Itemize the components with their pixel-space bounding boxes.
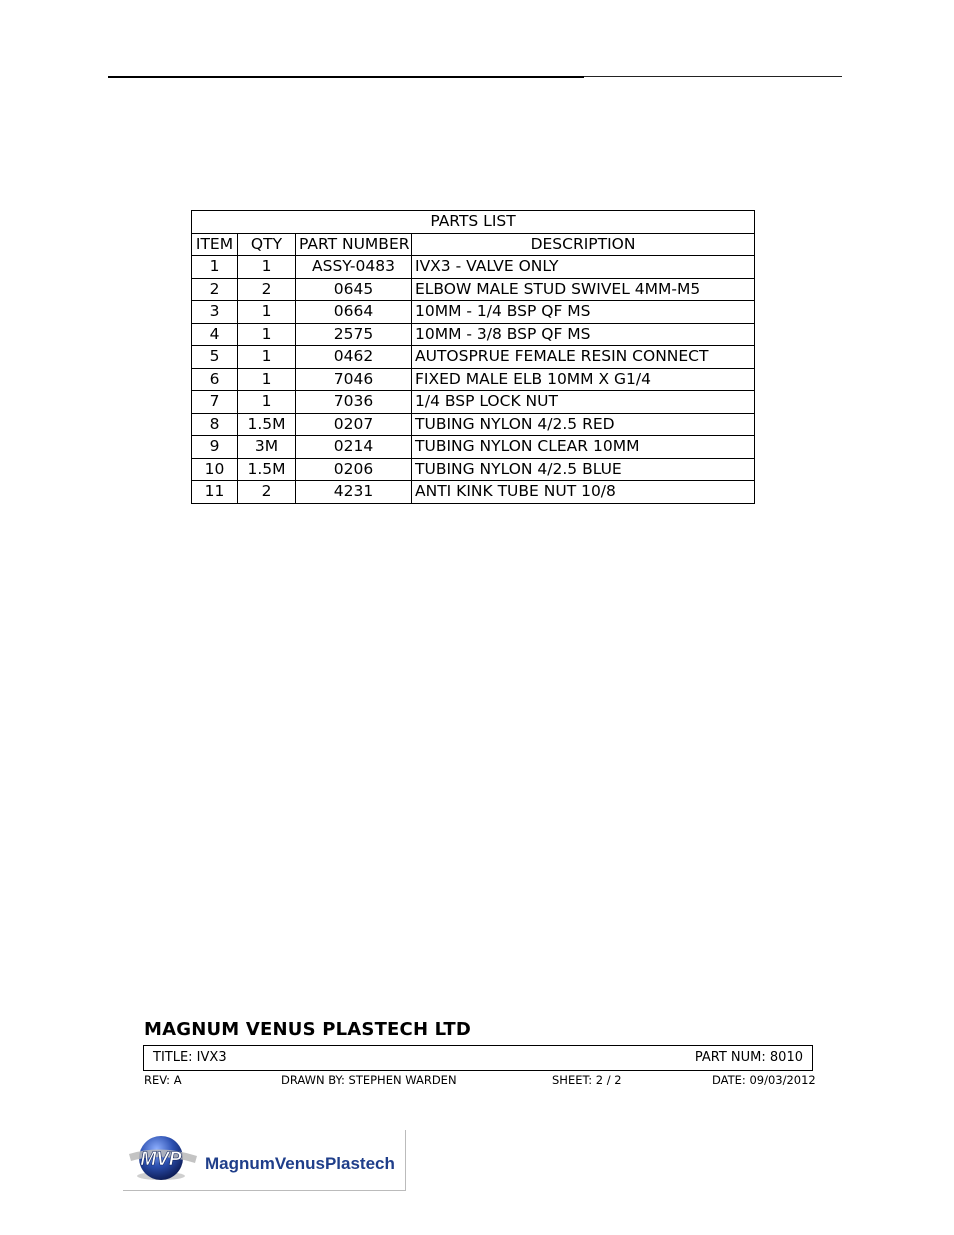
part-number-cell: 7046 bbox=[296, 368, 412, 391]
qty-cell: 1 bbox=[238, 391, 296, 414]
column-header-description: DESCRIPTION bbox=[412, 233, 755, 256]
part-number-cell: 0645 bbox=[296, 278, 412, 301]
item-cell: 11 bbox=[192, 481, 238, 504]
part-number-cell: 2575 bbox=[296, 323, 412, 346]
table-row bbox=[192, 413, 755, 436]
item-cell: 3 bbox=[192, 301, 238, 324]
qty-cell: 1.5M bbox=[238, 458, 296, 481]
part-number: PART NUM: 8010 bbox=[694, 1050, 803, 1065]
company-logo bbox=[123, 1130, 406, 1191]
qty-cell: 2 bbox=[238, 481, 296, 504]
drawing-date: DATE: 09/03/2012 bbox=[712, 1073, 816, 1087]
qty-cell: 1 bbox=[238, 346, 296, 369]
description-cell: TUBING NYLON 4/2.5 BLUE bbox=[412, 458, 755, 481]
item-cell: 5 bbox=[192, 346, 238, 369]
table-row bbox=[192, 256, 755, 279]
table-row bbox=[192, 481, 755, 504]
part-number-cell: 0214 bbox=[296, 436, 412, 459]
table-row bbox=[192, 346, 755, 369]
description-cell: AUTOSPRUE FEMALE RESIN CONNECT bbox=[412, 346, 755, 369]
description-cell: ELBOW MALE STUD SWIVEL 4MM-M5 bbox=[412, 278, 755, 301]
table-row bbox=[192, 436, 755, 459]
description-cell: FIXED MALE ELB 10MM X G1/4 bbox=[412, 368, 755, 391]
item-cell: 7 bbox=[192, 391, 238, 414]
part-number-cell: 7036 bbox=[296, 391, 412, 414]
item-cell: 1 bbox=[192, 256, 238, 279]
description-cell: 10MM - 1/4 BSP QF MS bbox=[412, 301, 755, 324]
drawn-by: DRAWN BY: STEPHEN WARDEN bbox=[281, 1073, 457, 1087]
column-header-qty: QTY bbox=[238, 233, 296, 256]
qty-cell: 3M bbox=[238, 436, 296, 459]
title-block-box bbox=[143, 1045, 813, 1071]
table-row bbox=[192, 323, 755, 346]
mvp-globe-icon bbox=[123, 1130, 205, 1190]
item-cell: 4 bbox=[192, 323, 238, 346]
revision: REV: A bbox=[144, 1073, 182, 1087]
item-cell: 8 bbox=[192, 413, 238, 436]
description-cell: 1/4 BSP LOCK NUT bbox=[412, 391, 755, 414]
part-number-cell: 4231 bbox=[296, 481, 412, 504]
svg-text:MVP: MVP bbox=[140, 1149, 182, 1170]
description-cell: IVX3 - VALVE ONLY bbox=[412, 256, 755, 279]
item-cell: 10 bbox=[192, 458, 238, 481]
table-row bbox=[192, 458, 755, 481]
part-number-cell: 0462 bbox=[296, 346, 412, 369]
logo-wordmark: MagnumVenusPlastech bbox=[205, 1154, 395, 1173]
parts-list-body bbox=[192, 256, 755, 504]
qty-cell: 1 bbox=[238, 323, 296, 346]
item-cell: 6 bbox=[192, 368, 238, 391]
description-cell: TUBING NYLON CLEAR 10MM bbox=[412, 436, 755, 459]
qty-cell: 1 bbox=[238, 301, 296, 324]
qty-cell: 2 bbox=[238, 278, 296, 301]
part-number-cell: 0206 bbox=[296, 458, 412, 481]
item-cell: 9 bbox=[192, 436, 238, 459]
sheet-number: SHEET: 2 / 2 bbox=[552, 1073, 622, 1087]
description-cell: 10MM - 3/8 BSP QF MS bbox=[412, 323, 755, 346]
parts-list-table bbox=[191, 210, 755, 504]
qty-cell: 1.5M bbox=[238, 413, 296, 436]
description-cell: TUBING NYLON 4/2.5 RED bbox=[412, 413, 755, 436]
part-number-cell: ASSY-0483 bbox=[296, 256, 412, 279]
column-header-part-number: PART NUMBER bbox=[296, 233, 412, 256]
table-row bbox=[192, 278, 755, 301]
qty-cell: 1 bbox=[238, 368, 296, 391]
part-number-cell: 0664 bbox=[296, 301, 412, 324]
table-row bbox=[192, 391, 755, 414]
company-name: MAGNUM VENUS PLASTECH LTD bbox=[144, 1019, 471, 1040]
column-header-item: ITEM bbox=[192, 233, 238, 256]
parts-list-title: PARTS LIST bbox=[192, 211, 755, 234]
table-row bbox=[192, 368, 755, 391]
description-cell: ANTI KINK TUBE NUT 10/8 bbox=[412, 481, 755, 504]
qty-cell: 1 bbox=[238, 256, 296, 279]
table-row bbox=[192, 301, 755, 324]
drawing-title: TITLE: IVX3 bbox=[153, 1050, 227, 1065]
part-number-cell: 0207 bbox=[296, 413, 412, 436]
item-cell: 2 bbox=[192, 278, 238, 301]
